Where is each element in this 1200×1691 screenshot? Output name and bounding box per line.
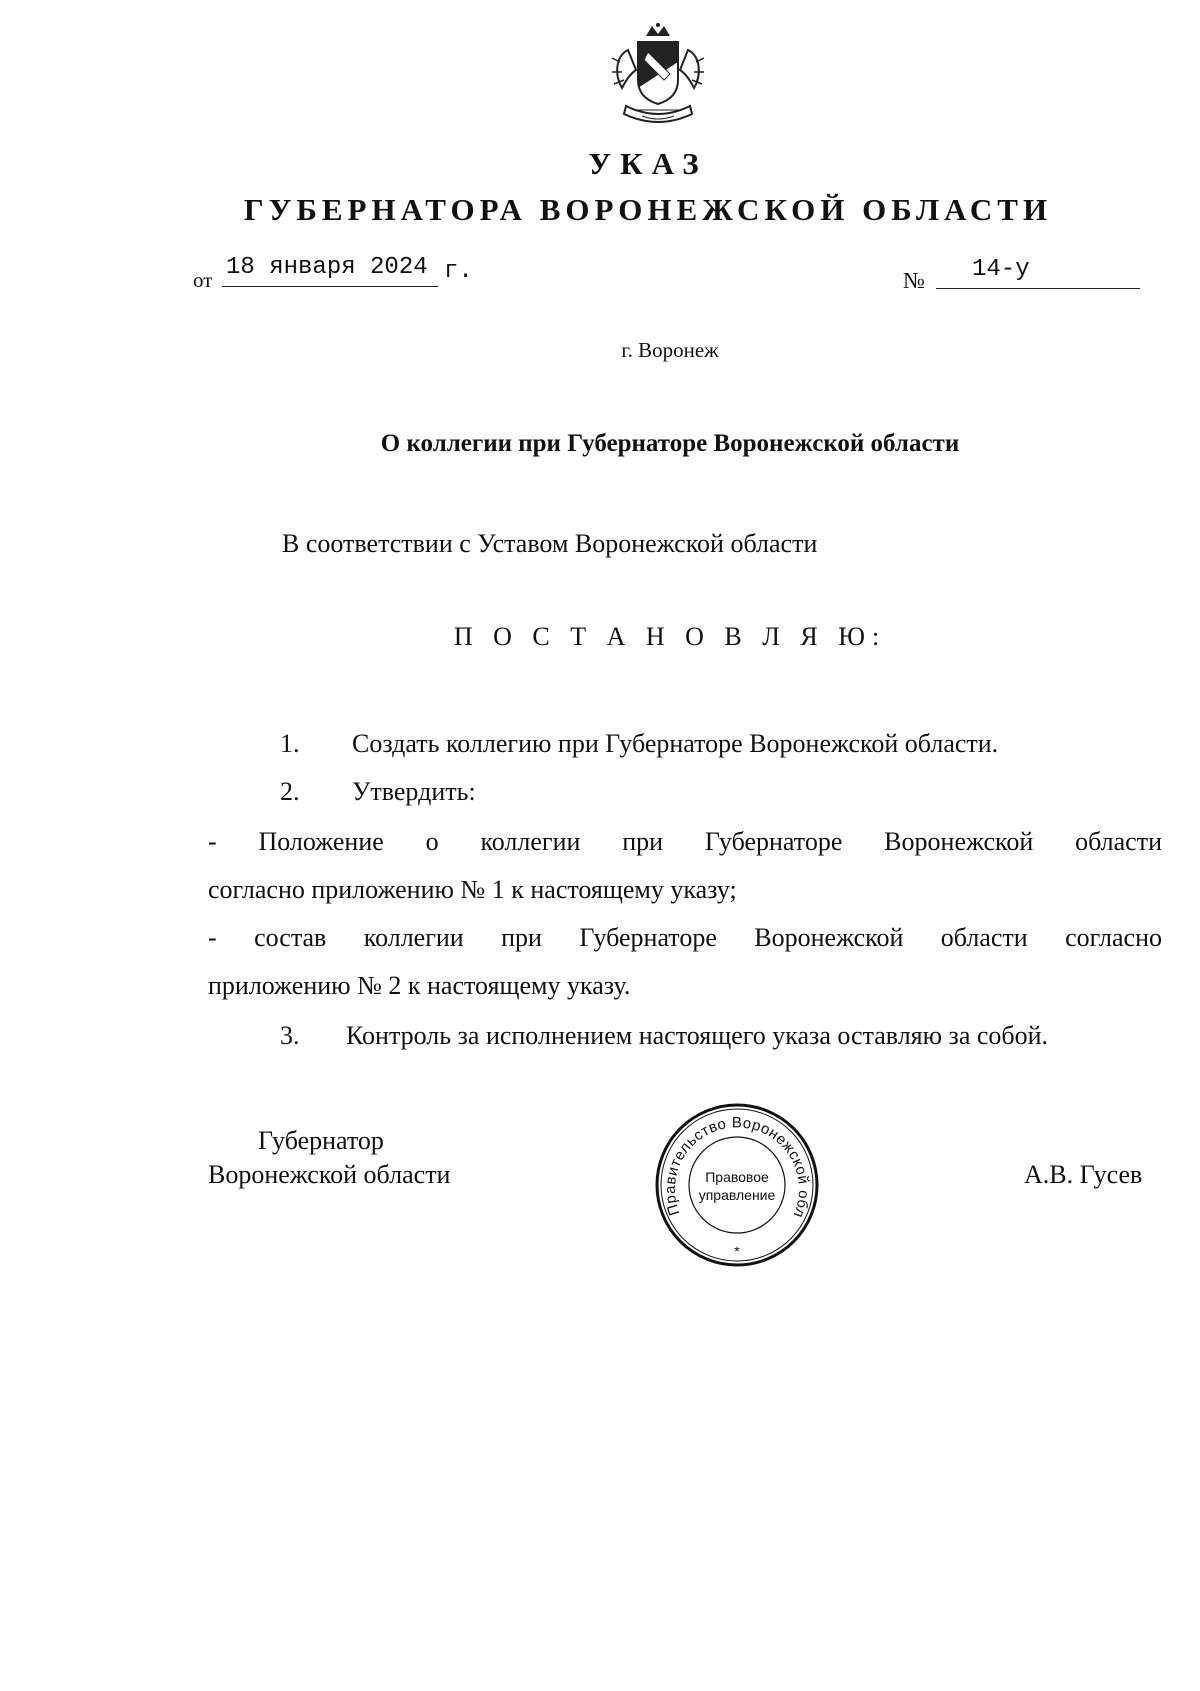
document-number: 14-у bbox=[972, 256, 1030, 283]
item-number: 1. bbox=[280, 729, 300, 758]
legal-basis: В соответствии с Уставом Воронежской области bbox=[282, 529, 818, 558]
issuer-title: ГУБЕРНАТОРА ВОРОНЕЖСКОЙ ОБЛАСТИ bbox=[243, 192, 1053, 227]
coat-of-arms-emblem bbox=[608, 22, 708, 130]
subitem-line: согласно приложению № 1 к настоящему указу; bbox=[208, 875, 737, 904]
item-text: Контроль за исполнением настоящего указа оставляю за собой. bbox=[346, 1021, 1049, 1050]
item-number: 3. bbox=[280, 1021, 300, 1050]
signatory-position: Воронежской области bbox=[208, 1160, 451, 1189]
stamp-inner-line: управление bbox=[698, 1187, 776, 1203]
date-prefix: от bbox=[193, 268, 213, 292]
date-underline bbox=[222, 286, 438, 287]
subitem-line: - Положение о коллегии при Губернаторе Воронежской области bbox=[208, 827, 1162, 856]
subitem-line: - состав коллегии при Губернаторе Воронежской области согласно bbox=[208, 923, 1162, 952]
stamp-outer-text: Правительство Воронежской обл bbox=[661, 1114, 813, 1221]
number-prefix: № bbox=[903, 268, 925, 293]
signatory-name: А.В. Гусев bbox=[1024, 1160, 1143, 1189]
document-date: 18 января 2024 bbox=[226, 254, 428, 281]
stamp-seal bbox=[652, 1100, 822, 1270]
decree-word: П О С Т А Н О В Л Я Ю: bbox=[453, 622, 887, 651]
item-number: 2. bbox=[280, 777, 300, 806]
stamp-star: * bbox=[734, 1243, 740, 1259]
city-of-issue: г. Воронеж bbox=[621, 338, 719, 362]
item-text: Создать коллегию при Губернаторе Воронежской области. bbox=[352, 729, 999, 758]
document-subject: О коллегии при Губернаторе Воронежской области bbox=[380, 430, 960, 457]
signatory-position: Губернатор bbox=[258, 1126, 384, 1155]
official-stamp bbox=[652, 1100, 822, 1270]
subitem-line: приложению № 2 к настоящему указу. bbox=[208, 971, 631, 1000]
document-type-title: УКАЗ bbox=[588, 146, 708, 181]
item-text: Утвердить: bbox=[352, 777, 476, 806]
stamp-inner-line: Правовое bbox=[705, 1169, 769, 1185]
number-underline bbox=[936, 288, 1140, 289]
date-suffix: г. bbox=[444, 258, 473, 285]
